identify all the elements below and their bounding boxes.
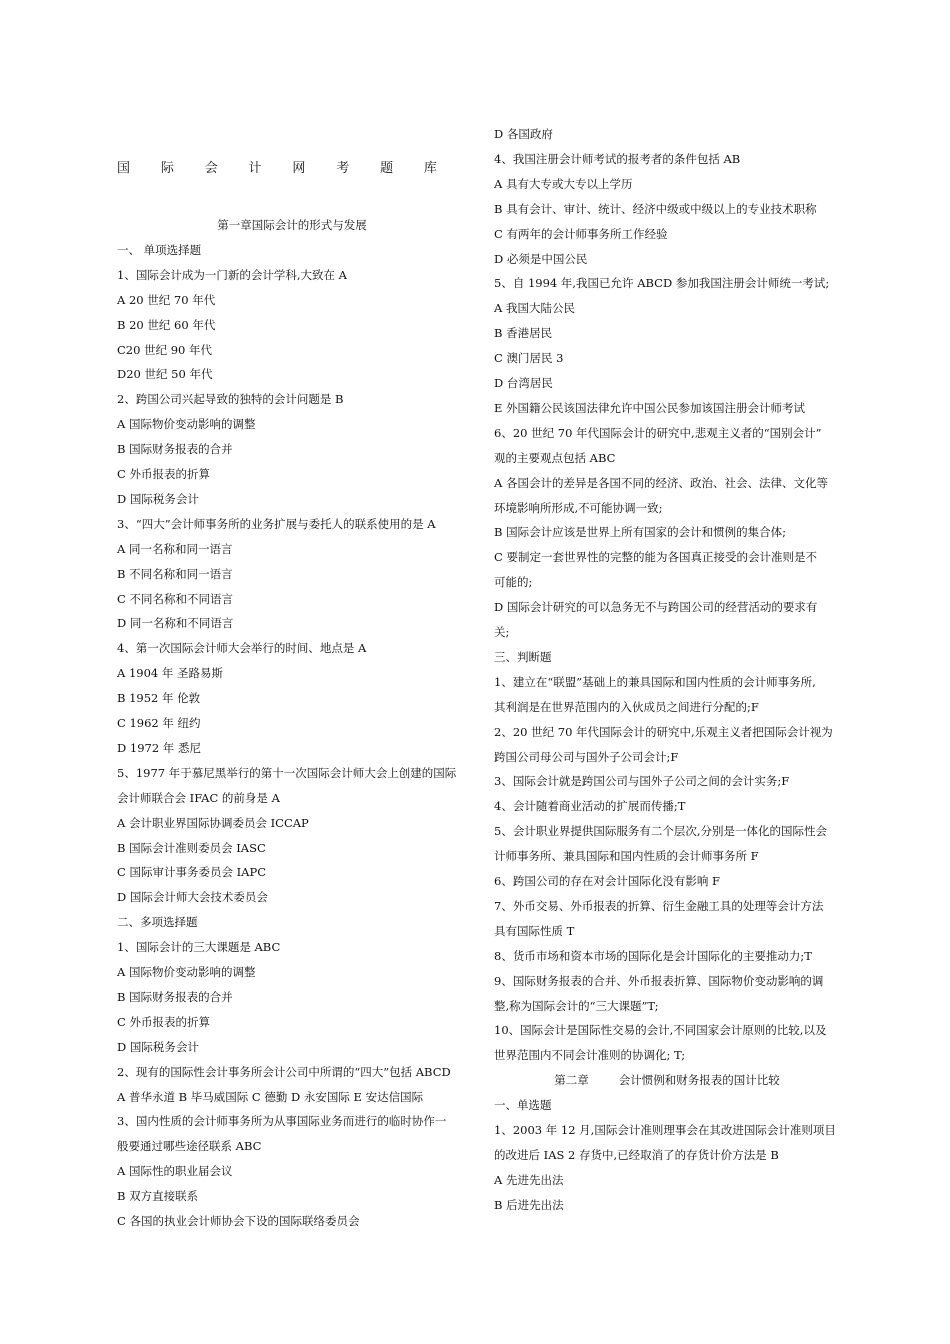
text-line: 2、现有的国际性会计事务所会计公司中所谓的“四大”包括 ABCD [117, 1064, 451, 1079]
text-line: D 国际税务会计 [117, 491, 199, 506]
text-line: 8、货币市场和资本市场的国际化是会计国际化的主要推动力;T [494, 948, 812, 963]
text-line: C 1962 年 纽约 [117, 716, 201, 730]
title-char: 考 [336, 161, 350, 176]
text-line: D 必须是中国公民 [494, 251, 588, 266]
text-line: B 具有会计、审计、统计、经济中级或中级以上的专业技术职称 [494, 201, 817, 216]
title-char: 会 [204, 161, 218, 176]
text-line: B 20 世纪 60 年代 [117, 317, 216, 332]
text-line: 一、单选题 [494, 1098, 552, 1113]
text-line: 三、判断题 [494, 649, 552, 664]
text-line: D 台湾居民 [494, 376, 553, 390]
text-line: 2、跨国公司兴起导致的独特的会计问题是 B [117, 392, 344, 407]
text-line: 的改进后 IAS 2 存货中,已经取消了的存货计价方法是 B [494, 1147, 779, 1162]
text-line: C 有两年的会计师事务所工作经验 [494, 226, 668, 241]
text-line: 1、国际会计的三大课题是 ABC [117, 940, 281, 955]
text-line: B 香港居民 [494, 326, 553, 341]
text-line: 1、建立在“联盟”基础上的兼具国际和国内性质的会计师事务所, [494, 674, 816, 689]
text-line: E 外国籍公民该国法律允许中国公民参加该国注册会计师考试 [494, 400, 806, 415]
text-line: D 同一名称和不同语言 [117, 616, 234, 631]
text-line: 3、国内性质的会计师事务所为从事国际业务而进行的临时协作一 [117, 1114, 447, 1129]
text-line: A 国际物价变动影响的调整 [117, 965, 256, 979]
text-line: C 要制定一套世界性的完整的能为各国真正接受的会计准则是不 [494, 550, 817, 565]
text-line: B 1952 年 伦敦 [117, 691, 201, 706]
text-line: 具有国际性质 T [494, 923, 575, 938]
text-line: 可能的; [494, 575, 533, 590]
title-char: 国 [117, 161, 131, 176]
text-line: C 国际审计事务委员会 IAPC [117, 865, 266, 880]
text-line: 6、20 世纪 70 年代国际会计的研究中,悲观主义者的“国别会计” [494, 425, 822, 440]
text-line: 3、“四大”会计师事务所的业务扩展与委托人的联系使用的是 A [117, 516, 436, 531]
text-line: B 国际会计准则委员会 IASC [117, 840, 266, 855]
text-line: C 澳门居民 3 [494, 351, 564, 366]
text-line: 般要通过哪些途径联系 ABC [117, 1139, 262, 1154]
text-line: C 各国的执业会计师协会下设的国际联络委员会 [117, 1214, 360, 1228]
text-line: D 国际税务会计 [117, 1039, 199, 1054]
text-line: 4、会计随着商业活动的扩展而传播;T [494, 799, 686, 814]
title-char: 网 [292, 161, 306, 176]
text-line: D 国际会计研究的可以急务无不与跨国公司的经营活动的要求有 [494, 600, 818, 615]
text-line: 4、我国注册会计师考试的报考者的条件包括 AB [494, 151, 741, 166]
text-line: C 外币报表的折算 [117, 1014, 210, 1029]
text-line: 2、20 世纪 70 年代国际会计的研究中,乐观主义者把国际会计视为 [494, 724, 833, 739]
text-line: B 国际财务报表的合并 [117, 989, 233, 1004]
title-char: 际 [160, 161, 174, 176]
text-line: 5、1977 年于慕尼黑举行的第十一次国际会计师大会上创建的国际 [117, 765, 457, 780]
document-title [117, 160, 437, 178]
text-line: 世界范围内不同会计准则的协调化; T; [494, 1048, 686, 1063]
text-line: C 不同名称和不同语言 [117, 591, 233, 606]
text-line: 1、国际会计成为一门新的会计学科,大致在 A [117, 267, 347, 282]
text-line: 9、国际财务报表的合并、外币报表折算、国际物价变动影响的调 [494, 973, 824, 988]
text-line: 环境影响所形成,不可能协调一致; [494, 500, 663, 515]
text-line: B 后进先出法 [494, 1197, 564, 1212]
text-line: D 1972 年 悉尼 [117, 740, 201, 755]
title-char: 计 [248, 161, 262, 176]
text-line: A 普华永道 B 毕马威国际 C 德勤 D 永安国际 E 安达信国际 [117, 1089, 424, 1104]
text-line: 3、国际会计就是跨国公司与国外子公司之间的会计实务;F [494, 774, 790, 789]
text-line: A 我国大陆公民 [494, 301, 575, 316]
chapter-heading [494, 1072, 840, 1088]
chapter-number: 第二章 [554, 1073, 589, 1088]
text-line: A 会计职业界国际协调委员会 ICCAP [117, 815, 309, 830]
text-line: 6、跨国公司的存在对会计国际化没有影响 F [494, 874, 720, 888]
text-line: 二、多项选择题 [117, 915, 198, 930]
text-line: 4、第一次国际会计师大会举行的时间、地点是 A [117, 641, 367, 656]
text-line: 计师事务所、兼具国际和国内性质的会计师事务所 F [494, 849, 759, 864]
text-line: A 1904 年 圣路易斯 [117, 666, 224, 681]
text-line: 关; [494, 625, 510, 639]
text-line: D 各国政府 [494, 127, 553, 141]
chapter-heading: 第一章国际会计的形式与发展 [217, 218, 367, 232]
text-line: 10、国际会计是国际性交易的会计,不同国家会计原则的比较,以及 [494, 1023, 827, 1038]
text-line: 一、 单项选择题 [117, 242, 202, 257]
text-line: A 各国会计的差异是各国不同的经济、政治、社会、法律、文化等 [494, 475, 828, 490]
text-line: 7、外币交易、外币报表的折算、衍生金融工具的处理等会计方法 [494, 898, 824, 913]
text-line: 5、会计职业界提供国际服务有二个层次,分别是一体化的国际性会 [494, 824, 827, 839]
text-line: C 外币报表的折算 [117, 467, 210, 481]
text-line: 5、自 1994 年,我国已允许 ABCD 参加我国注册会计师统一考试; [494, 276, 830, 291]
text-line: A 同一名称和同一语言 [117, 541, 233, 556]
text-line: 跨国公司母公司与国外子公司会计;F [494, 749, 679, 764]
text-line: A 20 世纪 70 年代 [117, 292, 216, 307]
text-line: A 国际性的职业届会议 [117, 1164, 233, 1179]
text-line: 1、2003 年 12 月,国际会计准则理事会在其改进国际会计准则项目 [494, 1123, 836, 1137]
chapter-title: 会计惯例和财务报表的国计比较 [618, 1073, 780, 1088]
text-line: A 先进先出法 [494, 1172, 564, 1187]
text-line: C20 世纪 90 年代 [117, 342, 213, 357]
text-line: A 国际物价变动影响的调整 [117, 417, 256, 432]
text-line: 其利润是在世界范围内的入伙成员之间进行分配的;F [494, 699, 759, 714]
text-line: B 双方直接联系 [117, 1189, 199, 1204]
text-line: 整,称为国际会计的“三大课题”T; [494, 998, 659, 1013]
text-line: B 不同名称和同一语言 [117, 566, 233, 581]
text-line: D20 世纪 50 年代 [117, 367, 213, 382]
text-line: A 具有大专或大专以上学历 [494, 176, 633, 191]
text-line: B 国际会计应该是世界上所有国家的会计和惯例的集合体; [494, 525, 786, 540]
text-line: D 国际会计师大会技术委员会 [117, 890, 268, 905]
title-char: 题 [380, 161, 394, 176]
text-line: 会计师联合会 IFAC 的前身是 A [117, 790, 280, 805]
title-char: 库 [423, 161, 437, 176]
text-line: 观的主要观点包括 ABC [494, 450, 616, 465]
text-line: B 国际财务报表的合并 [117, 442, 233, 457]
